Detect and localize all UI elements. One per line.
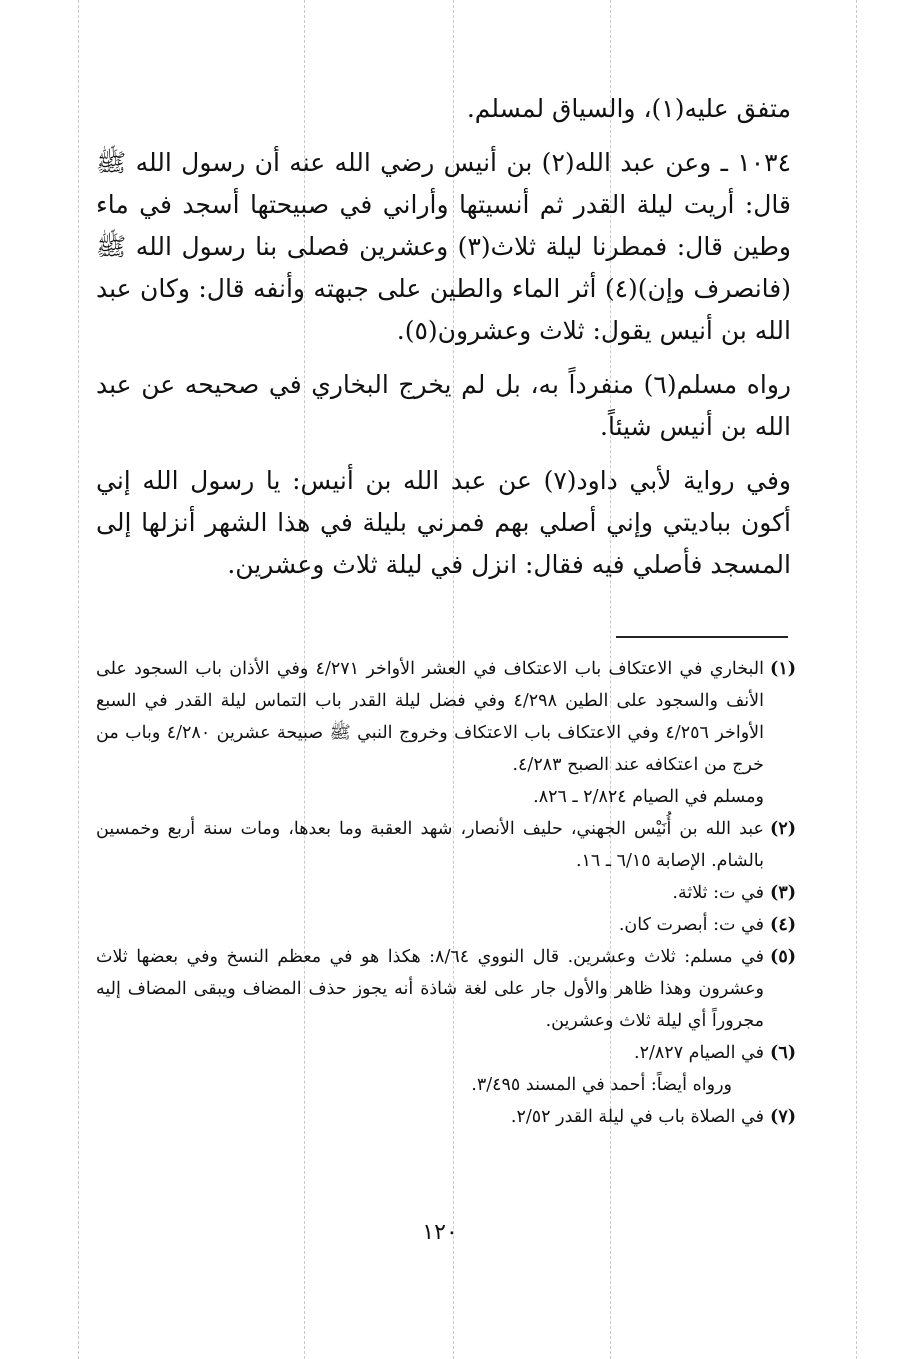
footnote-number: (٧) [770, 1107, 796, 1127]
footnote-7 [96, 1101, 796, 1133]
paragraph-abu-dawud: وفي رواية لأبي داود(٧) عن عبد الله بن أنيس: يا رسول الله إني أكون بباديتي وإني أصلي بهم فمرني بليلة في هذا الشهر أنزلها إلى المسجد فأصلي فيه فقال: انزل في ليلة ثلاث وعشرين. [96, 466, 791, 579]
main-text [96, 88, 791, 586]
footnote-5 [96, 941, 796, 1037]
footnote-number: (١) [770, 659, 796, 679]
footnote-number: (٢) [770, 819, 796, 839]
footnote-4 [96, 909, 796, 941]
footnote-2 [96, 813, 796, 877]
paragraph-muttafaq: متفق عليه(١)، والسياق لمسلم. [466, 94, 791, 123]
footnote-text: عبد الله بن أُنَيْس الجهني، حليف الأنصار، شهد العقبة وما بعدها، ومات سنة أربع وخمسين بالشام. الإصابة ٦/١٥ ـ ١٦. [96, 819, 764, 871]
footnote-1 [96, 653, 796, 813]
footnote-text: في مسلم: ثلاث وعشرين. قال النووي ٨/٦٤: هكذا هو في معظم النسخ وفي بعضها ثلاث وعشرون وهذا ظاهر والأول جار على لغة شاذة أنه يجوز حذف المضاف ويبقى المضاف إليه مجروراً أي ليلة ثلاث وعشرين. [96, 947, 764, 1031]
footnote-text: في ت: أبصرت كان. [618, 915, 764, 935]
paragraph-muslim-riwaya: رواه مسلم(٦) منفرداً به، بل لم يخرج البخاري في صحيحه عن عبد الله بن أنيس شيئاً. [96, 370, 791, 441]
paragraph-hadith-1034: ١٠٣٤ ـ وعن عبد الله(٢) بن أنيس رضي الله عنه أن رسول الله ﷺ قال: أريت ليلة القدر ثم أنسيتها وأراني في صبيحتها أسجد في ماء وطين قال: فمطرنا ليلة ثلاث(٣) وعشرين فصلى بنا رسول الله ﷺ (فانصرف وإن)(٤) أثر الماء والطين على جبهته وأنفه قال: وكان عبد الله بن أنيس يقول: ثلاث وعشرون(٥). [96, 148, 792, 345]
footnote-text: في الصيام ٢/٨٢٧. [634, 1043, 764, 1063]
page-number: ١٢٠ [422, 1220, 458, 1245]
footnote-text: في ت: ثلاثة. [672, 883, 764, 903]
footnote-text: ورواه أيضاً: أحمد في المسند ٣/٤٩٥. [471, 1075, 732, 1095]
footnote-text: ومسلم في الصيام ٢/٨٢٤ ـ ٨٢٦. [533, 787, 764, 807]
footnote-number: (٥) [770, 947, 796, 967]
footnote-number: (٣) [770, 883, 796, 903]
footnote-text: البخاري في الاعتكاف باب الاعتكاف في العشر الأواخر ٤/٢٧١ وفي الأذان باب السجود على الأنف والسجود على الطين ٤/٢٩٨ وفي فضل ليلة القدر باب التماس ليلة القدر في السبع الأواخر ٤/٢٥٦ وفي الاعتكاف باب الاعتكاف وخروج النبي ﷺ صبيحة عشرين ٤/٢٨٠ وباب من خرج من اعتكافه عند الصبح ٤/٢٨٣. [96, 659, 764, 775]
footnotes [96, 653, 796, 1133]
footnote-text: في الصلاة باب في ليلة القدر ٢/٥٢. [510, 1107, 764, 1127]
scan-guide-line [856, 0, 857, 1359]
footnote-6 [96, 1037, 796, 1101]
footnote-number: (٤) [770, 915, 796, 935]
footnote-3 [96, 877, 796, 909]
footnote-number: (٦) [770, 1043, 796, 1063]
scan-guide-line [78, 0, 79, 1359]
footnote-separator [616, 636, 788, 638]
